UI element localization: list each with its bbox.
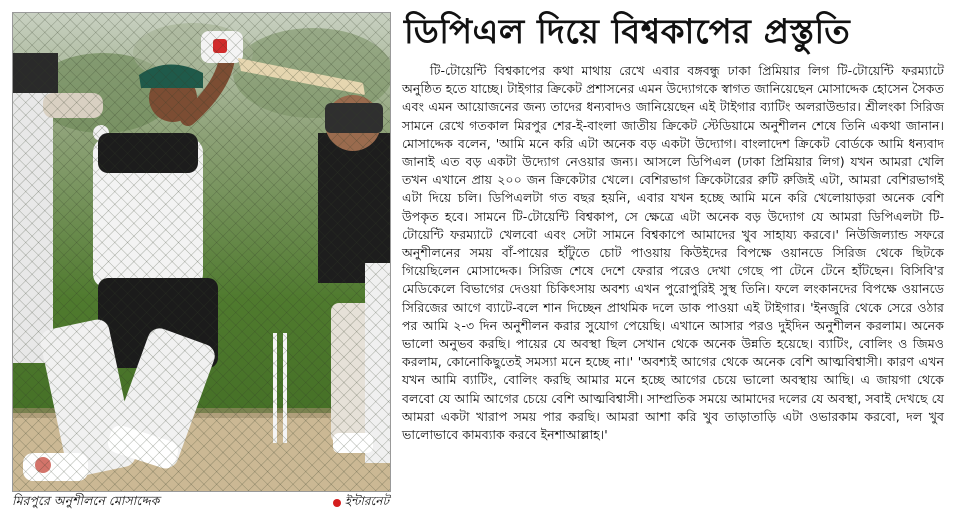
photo-credit	[333, 493, 389, 513]
article-headline: ডিপিএল দিয়ে বিশ্বকাপের প্রস্তুতি	[404, 12, 851, 52]
article-photo	[12, 12, 391, 492]
red-dot-icon	[333, 499, 341, 507]
article-paragraph: টি-টোয়েন্টি বিশ্বকাপের কথা মাথায় রেখে এবার বঙ্গবন্ধু ঢাকা প্রিমিয়ার লিগ টি-টোয়েন্টি ফরম্যাটে অনুষ্ঠিত হতে যাচ্ছে। টাইগার ক্রিকেট প্রশাসনের এমন উদ্যোগকে স্বাগত জানিয়েছেন মোসাদ্দেক হোসেন সৈকত এবং এমন আয়োজনের জন্য তাদের ধন্যবাদও জানিয়েছেন এই টাইগার ব্যাটিং অলরাউন্ডার। শ্রীলংকা সিরিজ সামনে রেখে গতকাল মিরপুর শের-ই-বাংলা জাতীয় ক্রিকেট স্টেডিয়ামে অনুশীলন শেষে তিনি একথা জানান। মোসাদ্দেক বলেন, 'আমি মনে করি এটা অনেক বড় একটা উদ্যোগ। বাংলাদেশ ক্রিকেট বোর্ডকে আমি ধন্যবাদ জানাই এত বড় একটা উদ্যোগ নেওয়ার জন্য। আসলে ডিপিএল (ঢাকা প্রিমিয়ার লিগ) যখন আমরা খেলি তখন এখানে প্রায় ২০০ জন ক্রিকেটার খেলে। বেশিরভাগ ক্রিকেটারের রুটি রুজিই এটা, আমরা বেশিরভাগই এটা দিয়ে চলি। ডিপিএলটা গত বছর হয়নি, এবার যখন হচ্ছে আমি মনে করি খেলোয়াড়রা অনেক বেশি উপকৃত হবে। সামনে টি-টোয়েন্টি বিশ্বকাপ, সে ক্ষেত্রে এটা অনেক বড় উদ্যোগ যে আমরা ডিপিএলটা টি-টোয়েন্টি ফরম্যাটে খেলবো এবং সেটা সামনে বিশ্বকাপে আমাদের খুব সাহায্য করবে।' নিউজিল্যান্ড সফরে অনুশীলনের সময় বাঁ-পায়ের হাঁটুতে চোট পাওয়ায় কিউইদের বিপক্ষে ওয়ানডে সিরিজ থেকে ছিটকে গিয়েছিলেন মোসাদ্দেক। সিরিজ শেষে দেশে ফেরার পরেও দেখা গেছে পা টেনে টেনে হাঁটছেন। বিসিবি'র মেডিকেলে বিভাগের দেওয়া চিকিৎসায় অবশ্য এখন পুরোপুরিই সুস্থ তিনি। ফলে লংকানদের বিপক্ষে ওয়ানডে সিরিজের আগে ব্যাটে-বলে শান দিচ্ছেন প্রাথমিক দলে ডাক পাওয়া এই টাইগার। 'ইনজুরি থেকে সেরে ওঠার পর আমি ২-৩ দিন অনুশীলন করার সুযোগ পেয়েছি। এখানে আসার পরও দুইদিন অনুশীলন করলাম। অনেক ভালো অনুভব করছি। পায়ের যে অবস্থা ছিল সেখান থেকে অনেক উন্নতি হয়েছে। ব্যাটিং, বোলিং ও জিমও করলাম, কোনোকিছুতেই সমস্যা মনে হচ্ছে না।' 'অবশ্যই আগের থেকে অনেক বেশি আত্মবিশ্বাসী। কারণ এখন যখন আমি ব্যাটিং, বোলিং করছি আমার মনে হচ্ছে আগের চেয়ে ভালো অবস্থায় আছি। এ জায়গা থেকে বলবো যে আমি আগের চেয়ে বেশি আত্মবিশ্বাসী। সাম্প্রতিক সময়ে আমাদের দলের যে অবস্থা, সবাই দেখছে যে আমরা একটা খারাপ সময় পার করছি। আমরা আশা করি খুব তাড়াতাড়ি এটা ওভারকাম করবো, দল খুব ভালোভাবে কামব্যাক করবে ইনশাআল্লাহ।'	[402, 63, 944, 443]
photo-credit-label: ইন্টারনেট	[344, 494, 389, 508]
photo-caption: মিরপুরে অনুশীলনে মোসাদ্দেক	[12, 493, 160, 508]
article-body	[402, 62, 944, 517]
